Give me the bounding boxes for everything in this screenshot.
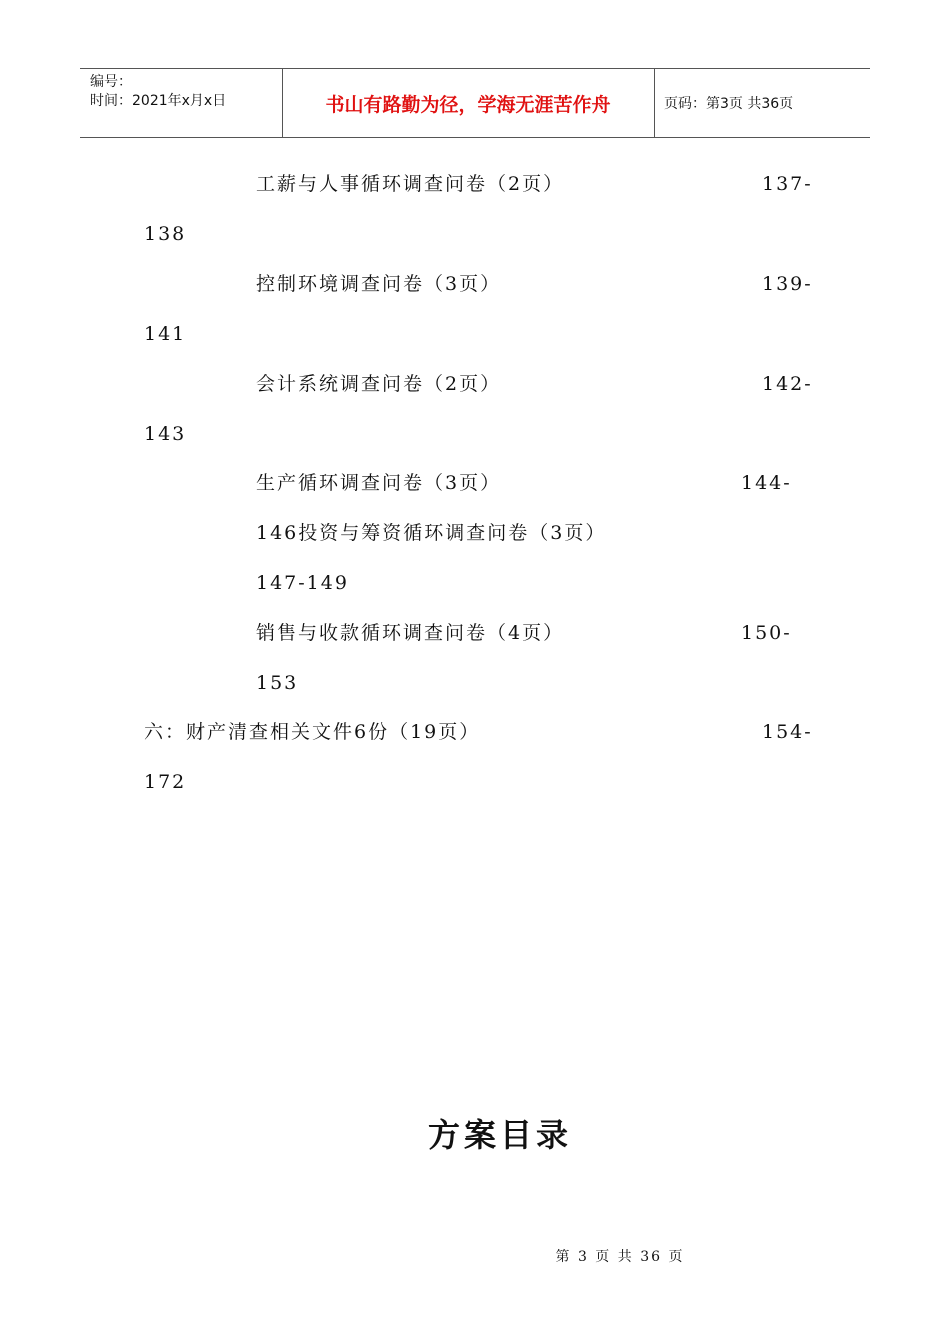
document-number-label: 编号： (90, 74, 132, 90)
toc-entry: 销售与收款循环调查问卷（4页） (256, 622, 565, 644)
header-divider (654, 69, 655, 137)
document-time-label: 时间：2021年x月x日 (90, 93, 227, 109)
toc-page-range: 147-149 (256, 572, 349, 594)
page-header (80, 68, 870, 138)
toc-page-range: 137- (762, 173, 813, 195)
header-left (90, 73, 226, 111)
toc-entry: 146投资与筹资循环调查问卷（3页） (256, 522, 607, 544)
toc-entry: 控制环境调查问卷（3页） (256, 273, 502, 295)
toc-page-range: 172 (144, 771, 187, 793)
toc-entry: 生产循环调查问卷（3页） (256, 472, 502, 494)
toc-page-range: 141 (144, 323, 187, 345)
toc-page-range: 142- (762, 373, 813, 395)
toc-section-entry: 六：财产清查相关文件6份（19页） (144, 721, 481, 743)
header-page-number: 页码：第3页 共36页 (664, 96, 794, 112)
toc-page-range: 153 (256, 672, 299, 694)
toc-page-range: 138 (144, 223, 187, 245)
toc-page-range: 144- (741, 472, 792, 494)
toc-entry: 工薪与人事循环调查问卷（2页） (256, 173, 565, 195)
toc-entry: 会计系统调查问卷（2页） (256, 373, 502, 395)
toc-page-range: 150- (741, 622, 792, 644)
page-footer: 第 3 页 共 36 页 (555, 1249, 685, 1265)
header-motto: 书山有路勤为径，学海无涯苦作舟 (325, 93, 611, 116)
toc-page-range: 139- (762, 273, 813, 295)
toc-page-range: 154- (762, 721, 813, 743)
document-title: 方案目录 (427, 1116, 572, 1154)
toc-page-range: 143 (144, 423, 187, 445)
